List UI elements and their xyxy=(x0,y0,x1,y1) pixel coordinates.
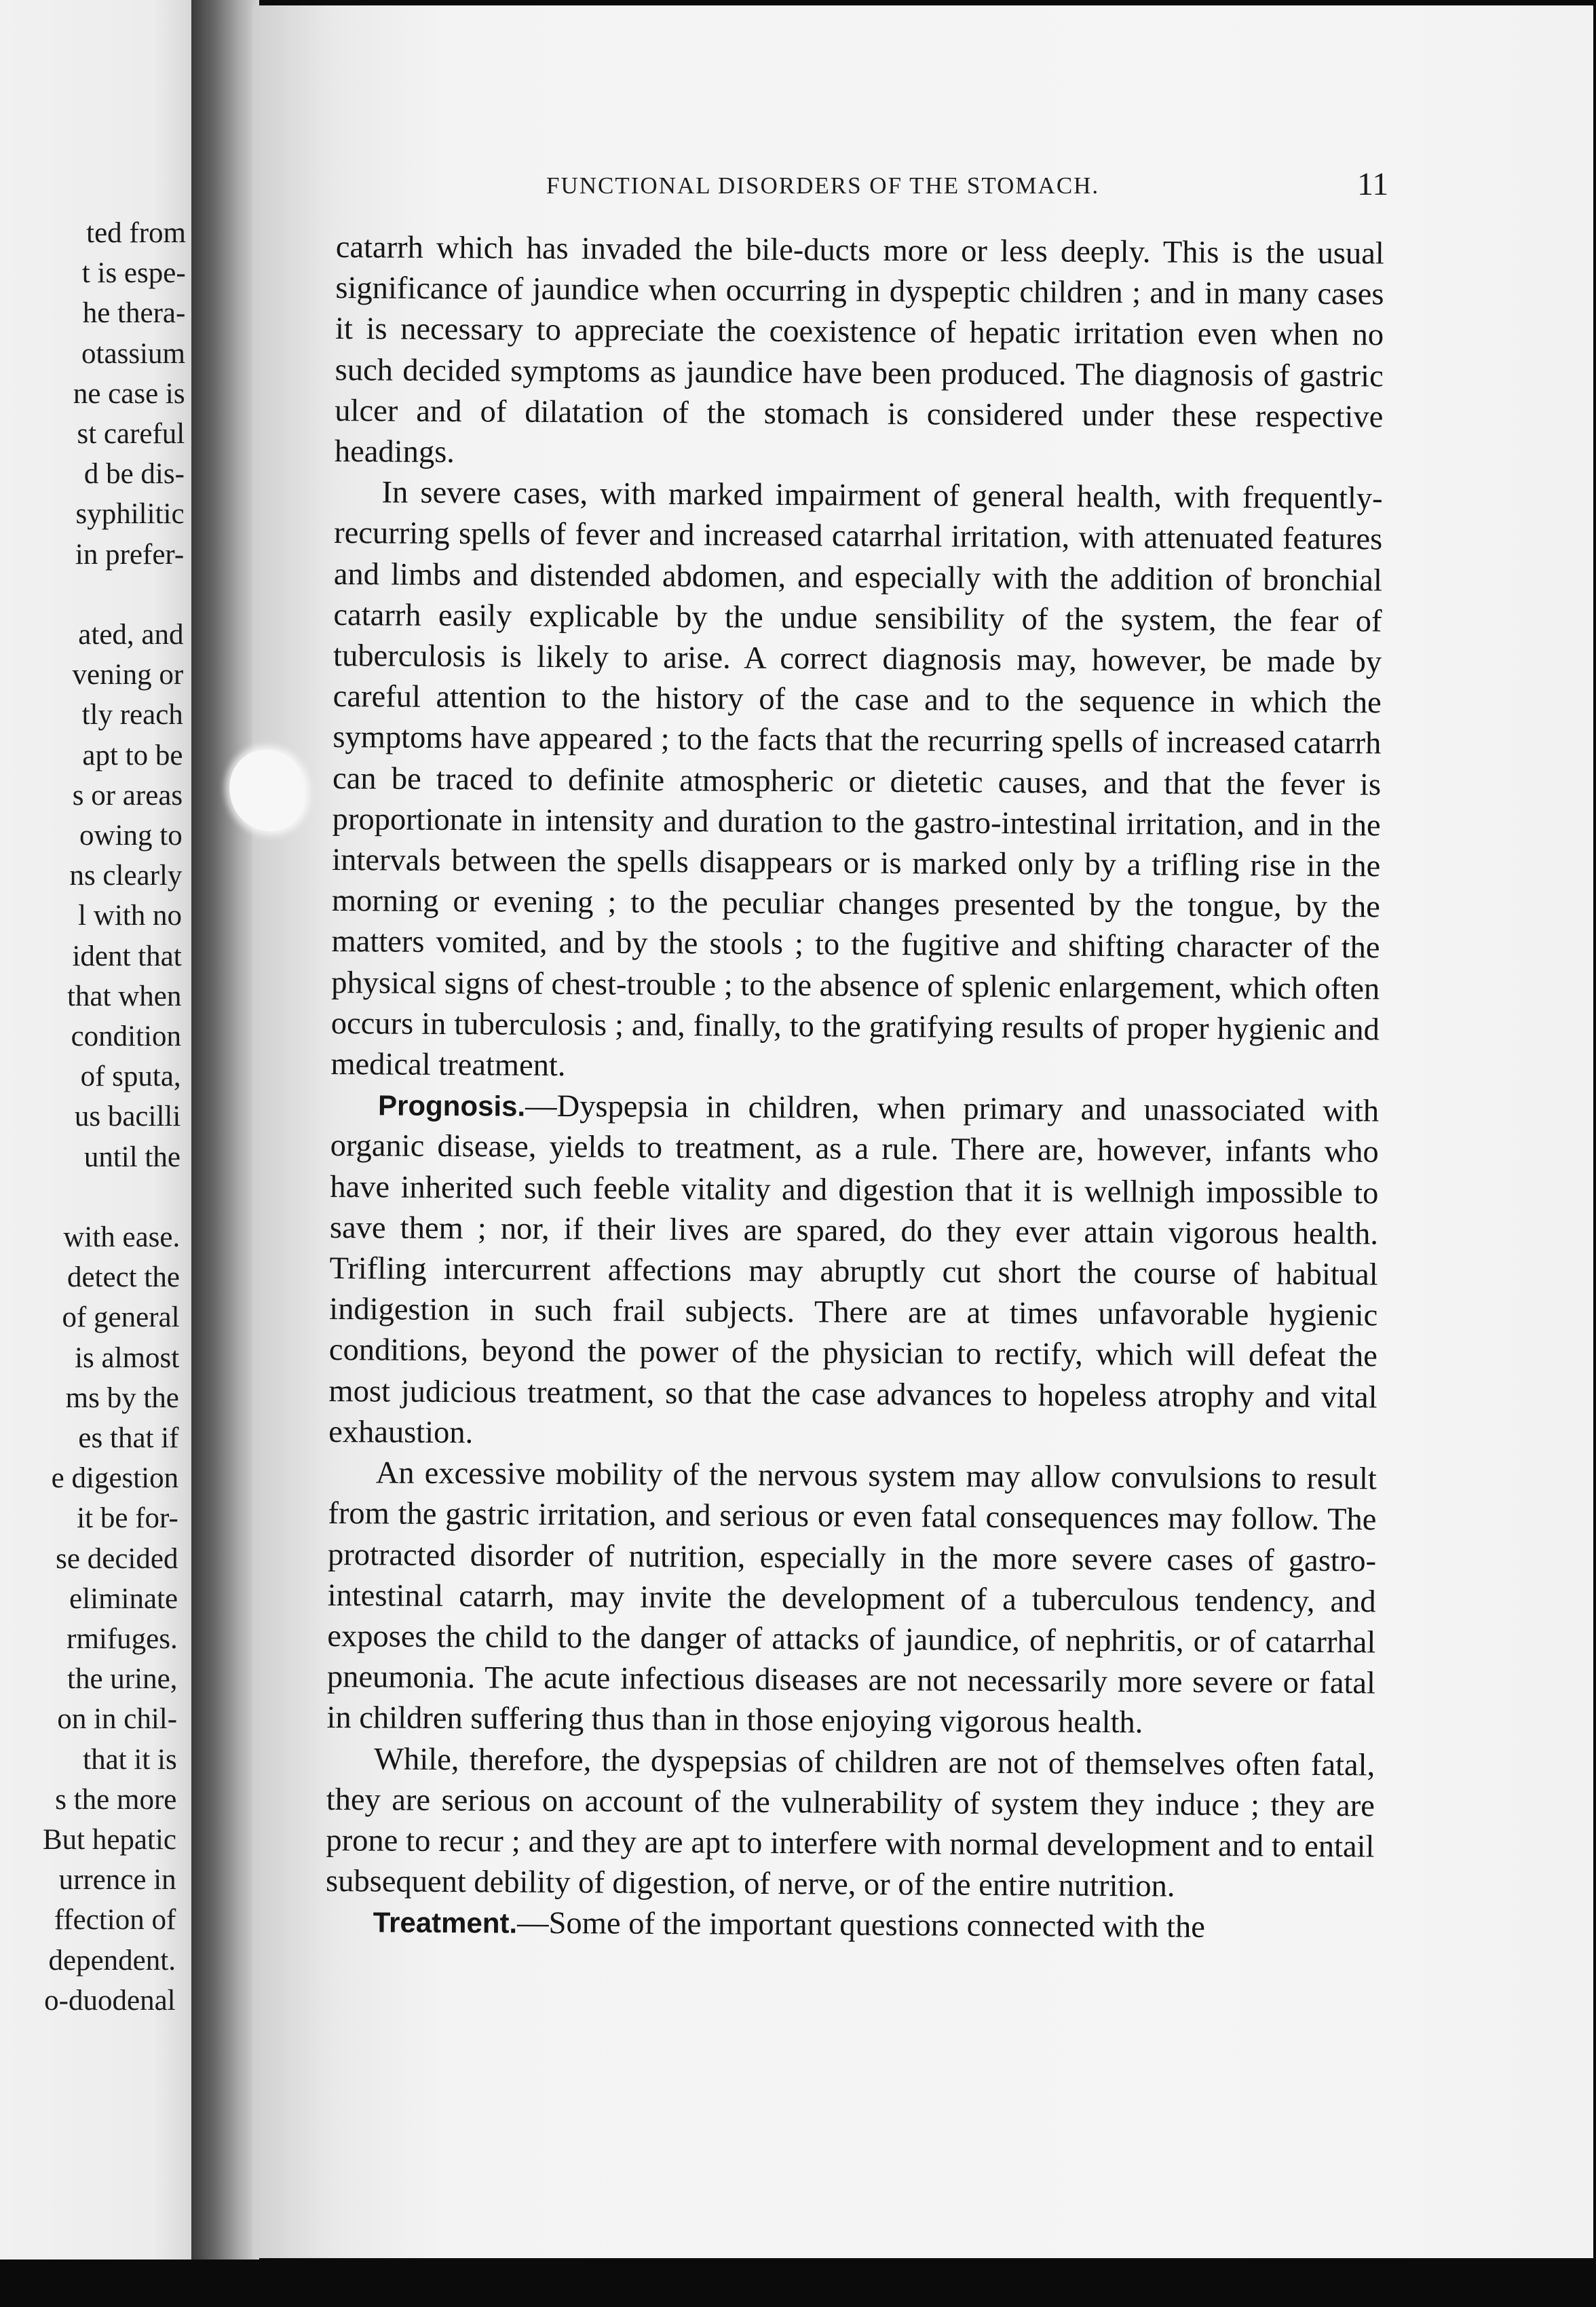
facing-page-line: that when xyxy=(66,980,182,1012)
facing-page-line: But hepatic xyxy=(42,1824,176,1856)
body-text xyxy=(326,227,1384,1949)
paragraph-continuation: catarrh which has invaded the bile-ducts more or less deeply. This is the usual significance of jaundice when occurring in dyspeptic children ; and in many cases it is necessary to appreciate the coexistence of hepatic irritation even when no such decided symptoms as jaundice have been produced. The diagnosis of gastric ulcer and of dilatation of the stomach is considered under these respective headings. xyxy=(334,229,1384,470)
facing-page xyxy=(0,0,191,2263)
book-gutter xyxy=(191,0,259,2263)
facing-page-line: l with no xyxy=(78,900,183,932)
scan-border xyxy=(0,2260,1596,2307)
treatment-heading: Treatment. xyxy=(373,1906,518,1940)
prognosis-heading: Prognosis. xyxy=(377,1089,526,1122)
facing-page-line: urrence in xyxy=(58,1864,176,1896)
facing-page-line: with ease. xyxy=(63,1221,180,1253)
facing-page-line: ted from xyxy=(86,217,186,249)
paragraph-diagnosis-tuberculosis: In severe cases, with marked impairment of general health, with frequently-recurring spells of fever and increased catarrhal irritation, with attenuated features and limbs and distended abdomen, and especially with the addition of bronchial catarrh easily explicable by the undue sensibility of the system, the fear of tuberculosis is likely to arise. A correct diagnosis may, however, be made by careful attention to the history of the case and to the sequence in which the symptoms have appeared ; to the facts that the recurring spells of increased catarrh can be traced to definite atmospheric or dietetic causes, and that the fever is proportionate in intensity and duration to the gastro-intestinal irritation, and in the intervals between the spells disappears or is marked only by a trifling rise in the morning or evening ; to the peculiar changes presented by the tongue, by the matters vomited, and by the stools ; to the fugitive and shifting character of the physical signs of chest-trouble ; to the absence of splenic enlargement, which often occurs in tuberculosis ; and, finally, to the gratifying results of proper hygienic and medical treatment. xyxy=(330,475,1383,1084)
paragraph-prognosis xyxy=(328,1085,1379,1459)
running-head: FUNCTIONAL DISORDERS OF THE STOMACH. xyxy=(546,172,1100,199)
facing-page-line: st careful xyxy=(77,418,185,450)
facing-page-line: es that if xyxy=(78,1422,179,1454)
facing-page-line: on in chil- xyxy=(57,1703,178,1736)
facing-page-line: s or areas xyxy=(72,779,183,812)
facing-page-line: ms by the xyxy=(65,1381,179,1414)
facing-page-line: e digestion xyxy=(51,1462,179,1495)
facing-page-line: s the more xyxy=(55,1783,177,1816)
facing-page-line: o-duodenal xyxy=(44,1984,176,2017)
facing-page-line: owing to xyxy=(79,820,183,852)
facing-page-line: otassium xyxy=(81,337,185,370)
facing-page-line: syphilitic xyxy=(75,498,185,531)
facing-page-line: ffection of xyxy=(54,1904,176,1937)
facing-page-line: rmifuges. xyxy=(66,1623,178,1655)
facing-page-line: d be dis- xyxy=(83,458,185,491)
treatment-text: —Some of the important questions connected with the xyxy=(516,1906,1206,1945)
facing-page-line: apt to be xyxy=(82,739,183,771)
facing-page-line: eliminate xyxy=(69,1582,178,1615)
facing-page-line: ns clearly xyxy=(69,860,183,892)
facing-page-line: dependent. xyxy=(48,1944,176,1977)
facing-page-line: ident that xyxy=(72,940,182,972)
facing-page-line: se decided xyxy=(56,1542,178,1575)
page-number: 11 xyxy=(1357,166,1389,202)
facing-page-line: until the xyxy=(83,1141,180,1173)
facing-page-line: tly reach xyxy=(81,699,183,731)
facing-page-line: us bacilli xyxy=(74,1101,181,1133)
facing-page-line: detect the xyxy=(66,1261,180,1294)
facing-page-line: ne case is xyxy=(73,377,185,410)
facing-page-line: vening or xyxy=(72,659,184,691)
facing-page-line: in prefer- xyxy=(75,538,185,571)
paragraph-complications: An excessive mobility of the nervous system may allow convulsions to result from the gastric irritation, and serious or even fatal consequences may follow. The protracted disorder of nutrition, especially in the more severe cases of gastro-intestinal catarrh, may invite the development of a tuberculous tendency, and exposes the child to the danger of attacks of jaundice, of nephritis, or of catarrhal pneumonia. The acute infectious diseases are not necessarily more severe or fatal in children suffering thus than in those enjoying vigorous health. xyxy=(326,1455,1377,1740)
facing-page-line: condition xyxy=(71,1021,181,1052)
facing-page-line: the urine, xyxy=(67,1663,178,1696)
facing-page-line: it be for- xyxy=(77,1502,178,1535)
facing-page-line: ated, and xyxy=(78,619,184,651)
paragraph-summary: While, therefore, the dyspepsias of children are not of themselves often fatal, they are serious on account of the vulnerability of system they induce ; they are prone to recur ; and they are apt to interfere with normal development and to entail subsequent debility of digestion, of nerve, or of the entire nutrition. xyxy=(325,1741,1375,1904)
facing-page-line: of general xyxy=(62,1301,180,1334)
facing-page-line: of sputa, xyxy=(80,1061,181,1093)
paragraph-treatment xyxy=(326,1902,1374,1949)
facing-page-line: t is espe- xyxy=(81,257,186,290)
prognosis-text: —Dyspepsia in children, when primary and unassociated with organic disease, yields to treatment, as a rule. There are, however, infants who have inherited such feeble vitality and digestion that it is wellnigh impossible to save them ; nor, if their lives are spared, do they ever attain vigorous health. Trifling intercurrent affections may abruptly cut short the course of habitual indigestion in such frail subjects. There are at times unfavorable hygienic conditions, beyond the power of the physician to rectify, which will defeat the most judicious treatment, so that the case advances to hopeless atrophy and vital exhaustion. xyxy=(328,1088,1380,1451)
facing-page-line: is almost xyxy=(75,1341,180,1374)
facing-page-line: that it is xyxy=(83,1743,177,1776)
facing-page-line: he thera- xyxy=(82,297,186,330)
